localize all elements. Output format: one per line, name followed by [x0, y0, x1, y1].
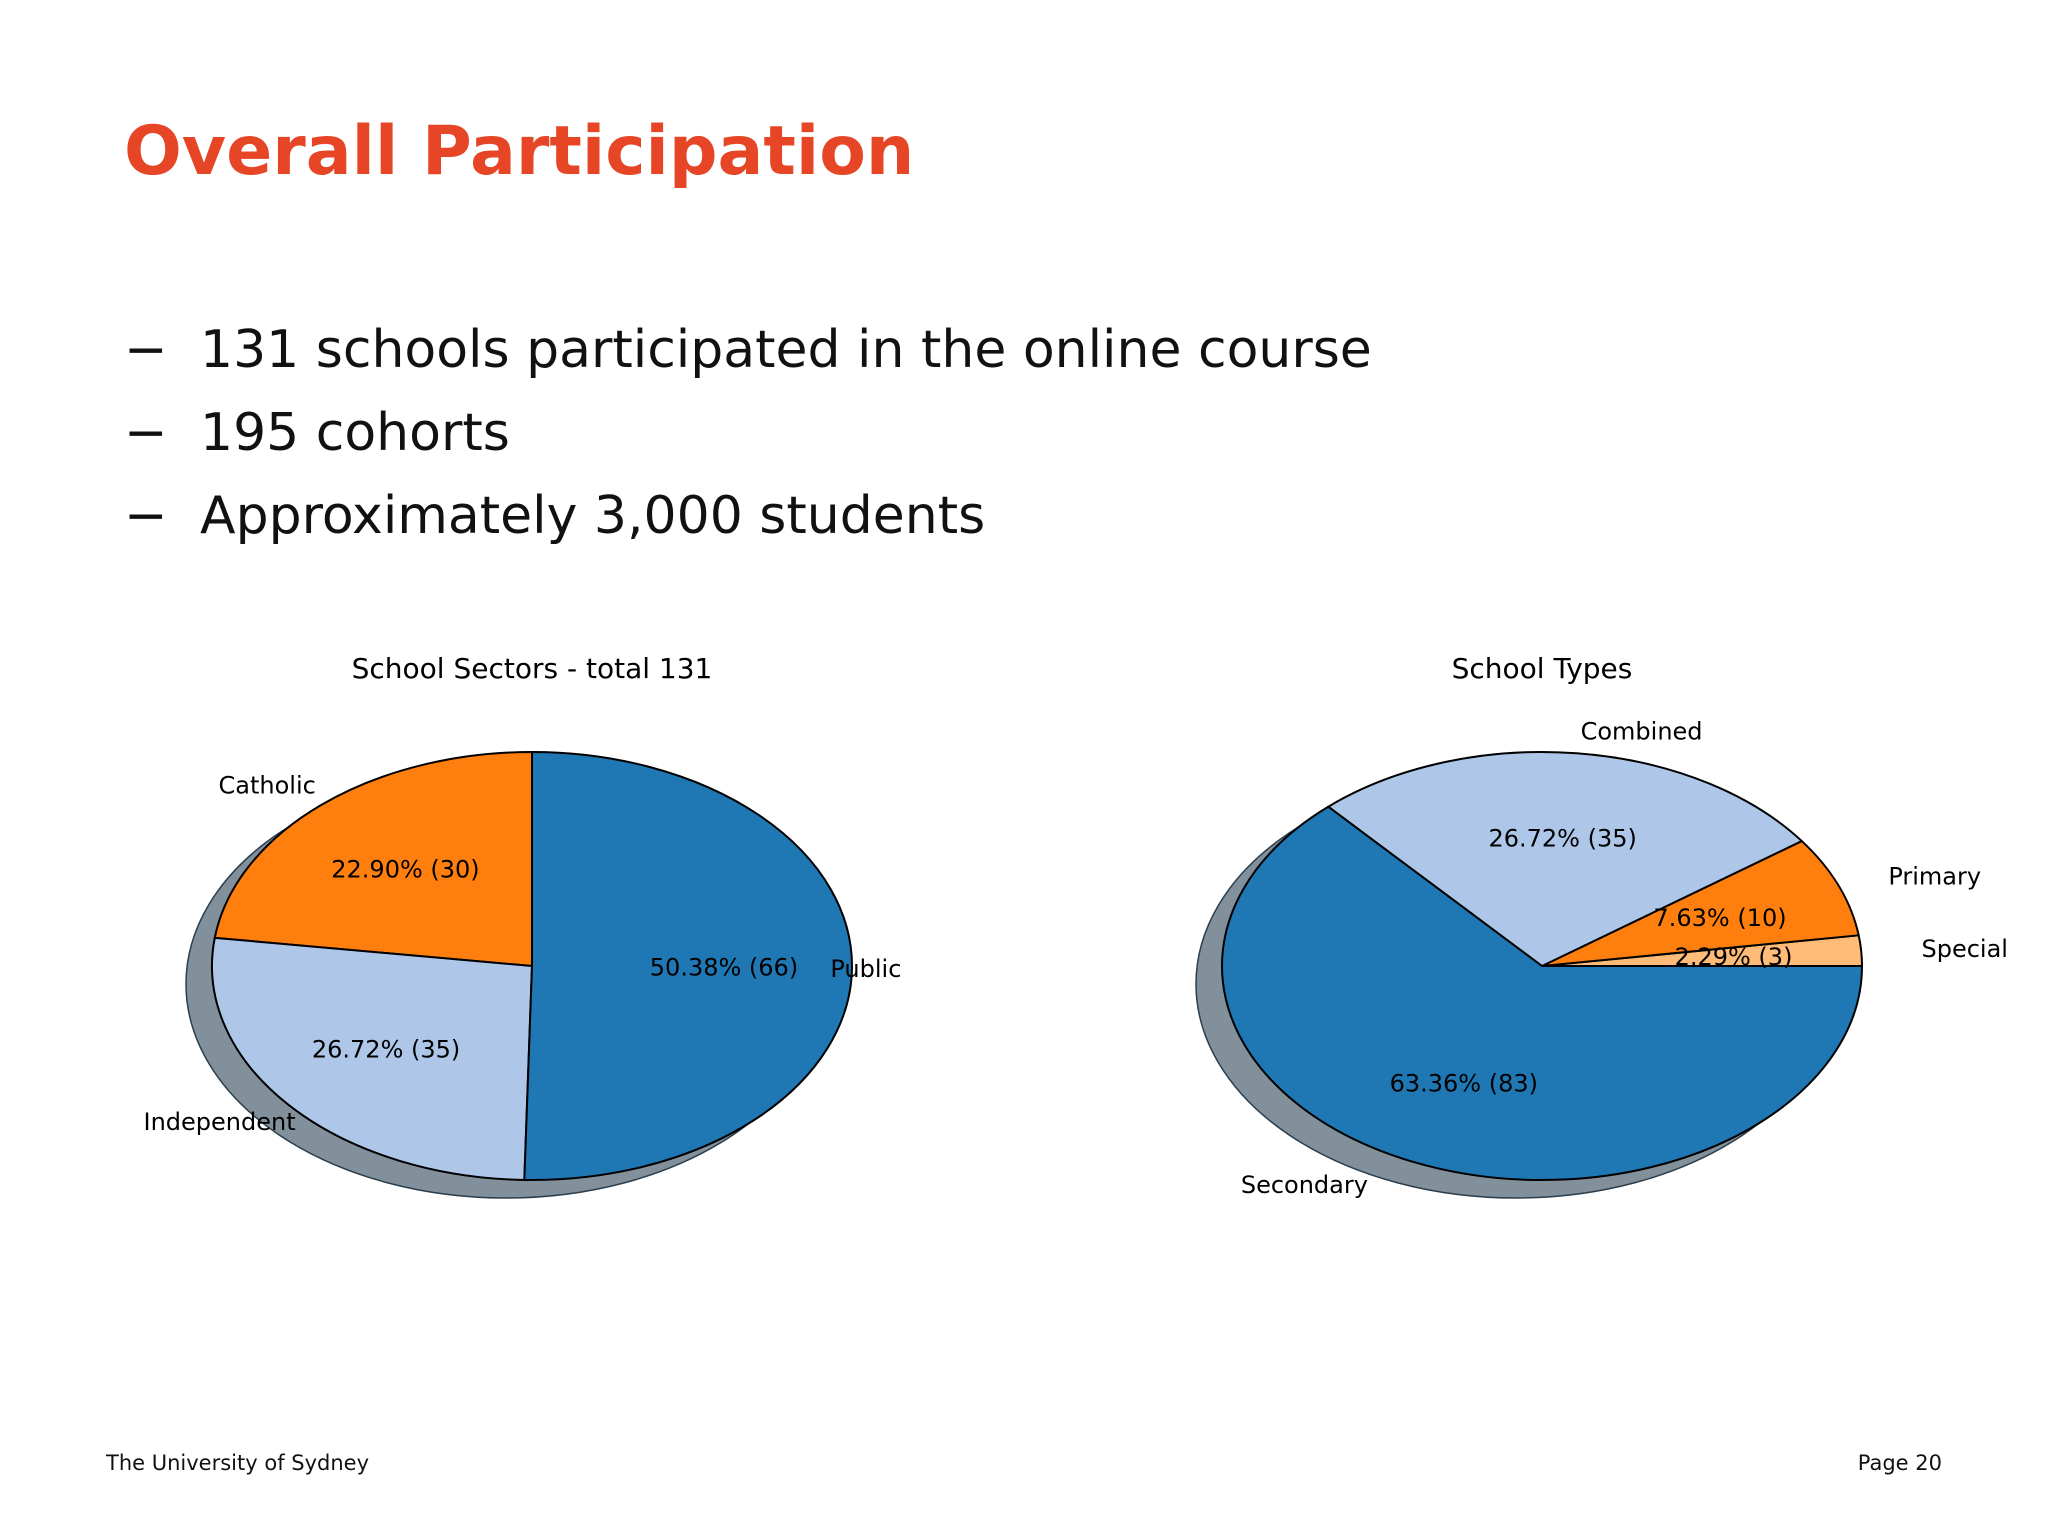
pct-label-catholic: 22.90% (30) [331, 855, 480, 884]
slice-label-independent: Independent [143, 1107, 296, 1136]
pct-label-secondary: 63.36% (83) [1389, 1069, 1538, 1098]
pie-chart-school-sectors [0, 640, 1024, 1240]
bullet-marker: − [124, 319, 168, 380]
bullet-text: 131 schools participated in the online course [200, 319, 1372, 380]
pct-label-special: 2.29% (3) [1674, 942, 1793, 971]
pie-chart-school-types [1024, 640, 2048, 1240]
chart-title: School Sectors - total 131 [351, 652, 713, 685]
footer-university: The University of Sydney [106, 1451, 370, 1475]
bullet-item [124, 391, 1372, 474]
chart-title: School Types [1451, 652, 1633, 685]
slice-label-primary: Primary [1888, 862, 1982, 891]
charts-area [0, 640, 2048, 1240]
bullet-text: 195 cohorts [200, 402, 510, 463]
bullet-marker: − [124, 485, 168, 546]
bullet-list [124, 308, 1372, 557]
bullet-text: Approximately 3,000 students [200, 485, 986, 546]
bullet-item [124, 308, 1372, 391]
pct-label-combined: 26.72% (35) [1488, 824, 1637, 853]
bullet-item [124, 474, 1372, 557]
pct-label-public: 50.38% (66) [649, 953, 799, 982]
slice-label-catholic: Catholic [218, 771, 316, 800]
pct-label-primary: 7.63% (10) [1653, 903, 1787, 932]
slide-title: Overall Participation [124, 112, 915, 191]
slice-label-public: Public [830, 954, 902, 983]
slice-label-secondary: Secondary [1240, 1170, 1368, 1199]
footer-page-number: Page 20 [1857, 1451, 1942, 1475]
slice-label-combined: Combined [1580, 717, 1703, 746]
slice-label-special: Special [1921, 934, 2008, 963]
pct-label-independent: 26.72% (35) [311, 1035, 461, 1064]
bullet-marker: − [124, 402, 168, 463]
